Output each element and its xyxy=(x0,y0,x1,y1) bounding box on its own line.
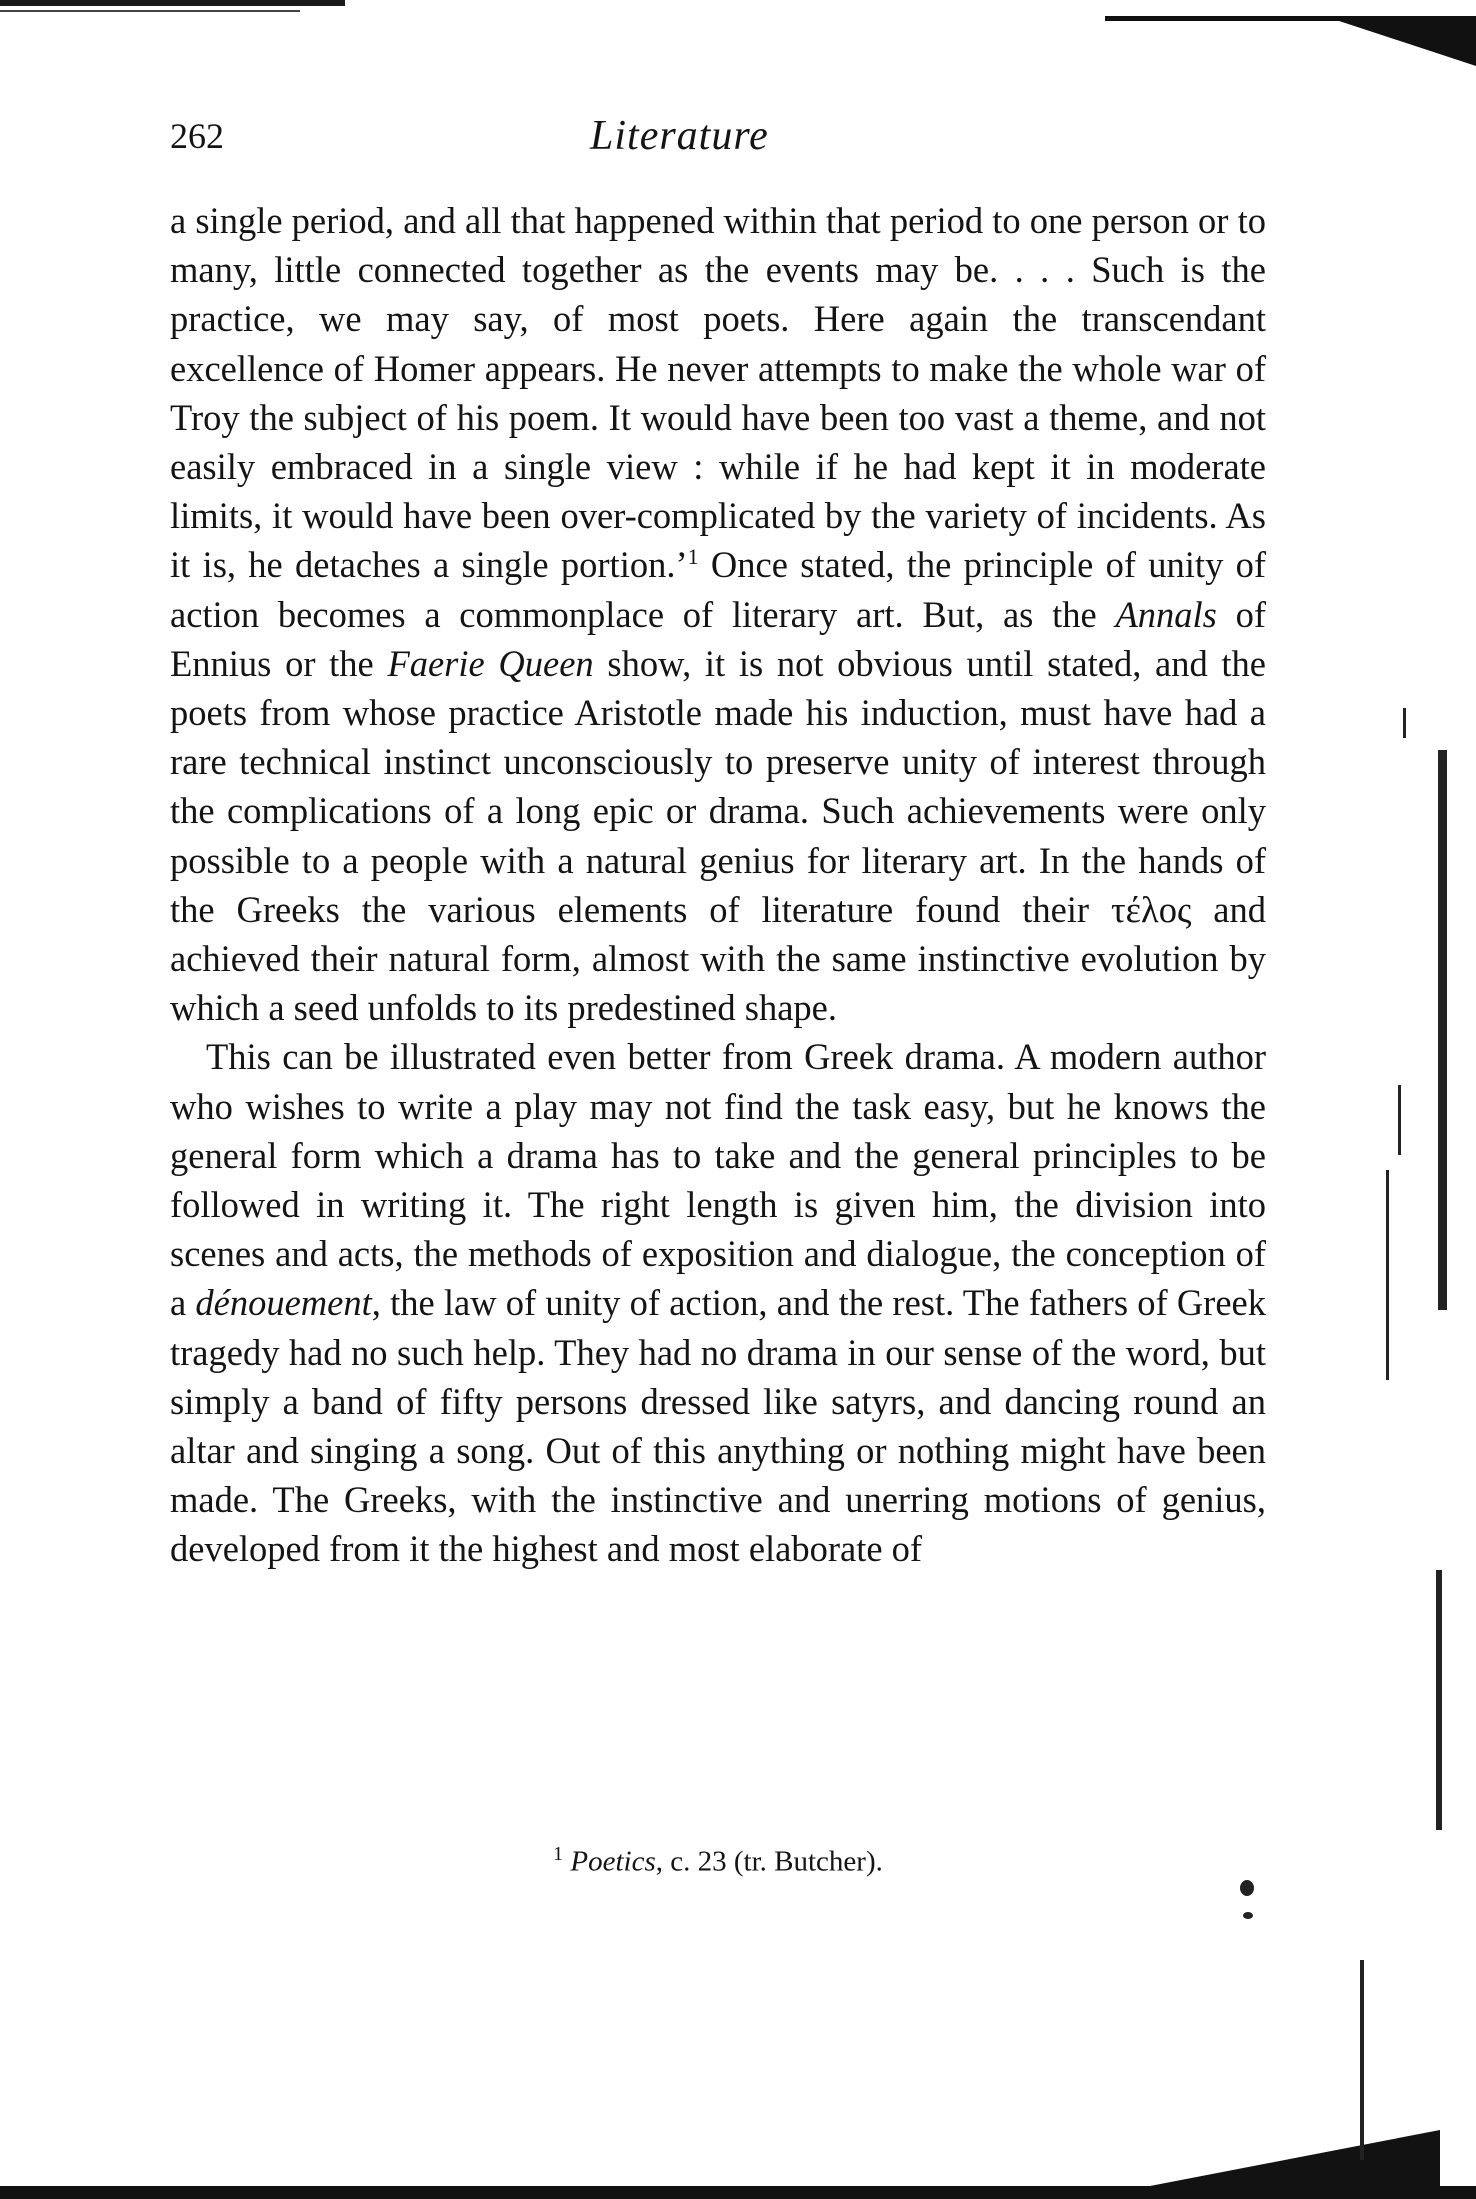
paragraph xyxy=(170,196,1266,1032)
italic-title: Annals xyxy=(1115,593,1217,635)
greek-word: τέλος xyxy=(1111,888,1192,930)
text-run: a single period, and all that happened within that period to one person or to many, little connected together as the events may be. . . . Such is the practice, we may say, of most poets. Here again the transcendant excellence of Homer appears. He never attempts to make the whole war of Troy the subject of his poem. It would have been too vast a theme, and not easily embraced in a single view : while if he had kept it in moderate limits, it would have been over-complicated by the variety of incidents. As it is, he detaches a single portion.’ xyxy=(170,200,1266,586)
scan-margin-mark xyxy=(1240,1880,1254,1896)
text-run: , the law of unity of action, and the rest. The fathers of Greek tragedy had no such help. They had no drama in our sense of the word, but simply a band of fifty persons dressed like satyrs, and dancing round an altar and singing a song. Out of this anything or nothing might have been made. The Greeks, with the instinctive and unerring motions of genius, developed from it the highest and most elaborate of xyxy=(170,1282,1266,1570)
scan-margin-mark xyxy=(1398,1085,1401,1155)
scan-margin-mark xyxy=(1360,1960,1364,2160)
footnote-reference: 1 xyxy=(687,544,699,570)
italic-title: Faerie Queen xyxy=(387,642,594,684)
scan-margin-mark xyxy=(1386,1170,1389,1380)
scan-margin-mark xyxy=(1436,1570,1442,1830)
footnote-source: Poetics xyxy=(570,1845,656,1878)
running-title: Literature xyxy=(590,113,769,159)
footnote-mark: 1 xyxy=(553,1843,564,1865)
paragraph xyxy=(170,1032,1266,1573)
text-run: Once stated, the principle of unity of action becomes a commonplace of literary art. But, as the xyxy=(170,544,1267,635)
footnote-text: , c. 23 (tr. Butcher). xyxy=(655,1845,883,1878)
scan-edge-artifact xyxy=(1150,2130,1440,2186)
italic-term: dénouement xyxy=(195,1282,372,1324)
footnote xyxy=(170,1834,1266,1882)
scan-edge-artifact xyxy=(0,10,300,12)
text-run: show, it is not obvious until stated, and the poets from whose practice Aristotle made his induction, must have had a rare technical instinct unconsciously to preserve unity of interest through the complications of a long epic or drama. Such achievements were only possible to a people with a natural genius for literary art. In the hands of the Greeks the various elements of literature found their xyxy=(170,642,1266,930)
scan-margin-mark xyxy=(1243,1912,1253,1919)
scan-margin-mark xyxy=(1403,708,1406,738)
scan-edge-artifact xyxy=(0,2186,1476,2199)
text-run: of Ennius or the xyxy=(170,593,1267,684)
body-text xyxy=(170,196,1266,1574)
scan-margin-mark xyxy=(1438,750,1447,1310)
page-header xyxy=(170,112,1270,172)
scan-edge-artifact xyxy=(1330,18,1476,66)
scan-edge-artifact xyxy=(0,0,345,6)
text-run: This can be illustrated even better from Greek drama. A modern author who wishes to write a play may not find the task easy, but he knows the general form which a drama has to take and the general principles to be followed in writing it. The right length is given him, the division into scenes and acts, the methods of exposition and dialogue, the conception of a xyxy=(170,1036,1266,1324)
page-number: 262 xyxy=(170,116,224,156)
text-run: and achieved their natural form, almost with the same instinctive evolution by which a seed unfolds to its predestined shape. xyxy=(170,888,1267,1029)
